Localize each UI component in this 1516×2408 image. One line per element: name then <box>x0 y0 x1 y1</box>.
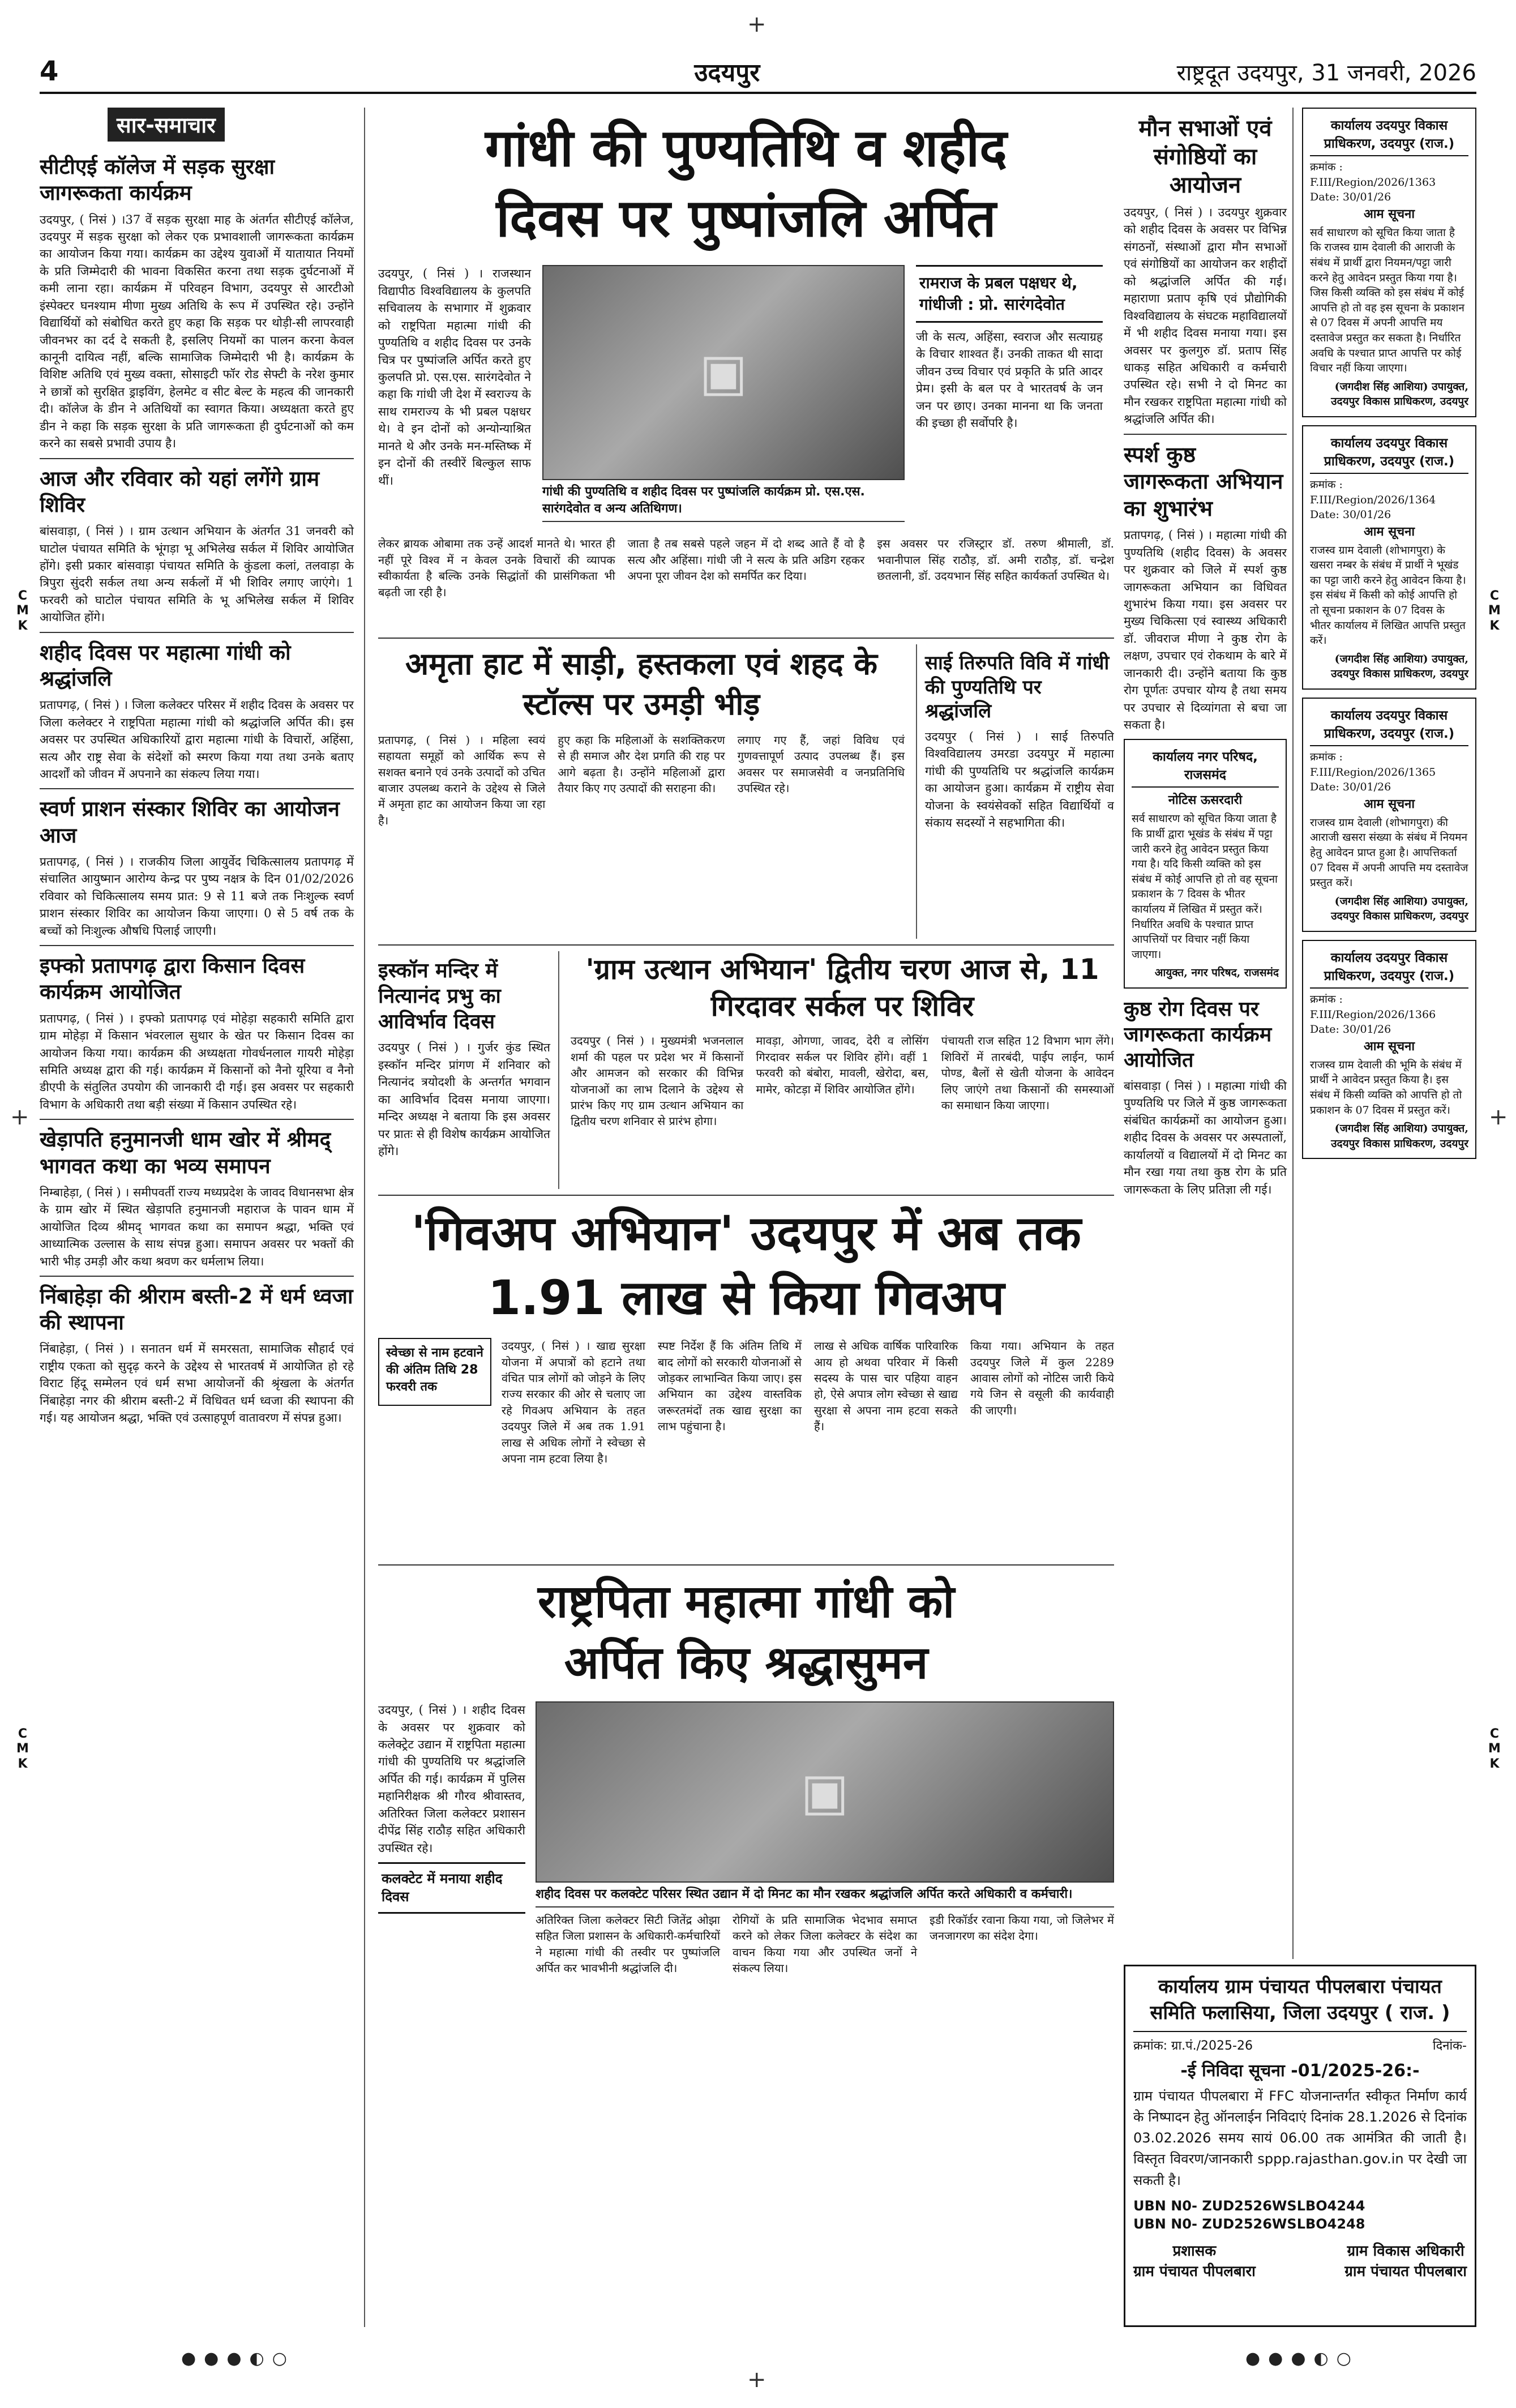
notice-ref: क्रमांक : F.III/Region/2026/1366 Date: 30/01/26 <box>1310 993 1436 1036</box>
news-brief-column <box>40 108 365 2327</box>
lead-headline <box>378 113 1114 254</box>
lead-column-text: इस अवसर पर रजिस्ट्रार डॉ. तरुण श्रीमाली, डॉ. भवानीपाल सिंह राठौड़, डॉ. अमी राठौड़, डॉ. चन्द्रेश छतलानी, डॉ. उदयभान सिंह सहित कार्यकर्ता उपस्थित थे। <box>877 537 1114 583</box>
divider <box>40 458 354 459</box>
col3-story2-headline: स्पर्श कुष्ठ जागरूकता अभियान का शुभारंभ <box>1124 442 1283 521</box>
lead-column-text: लेकर ब्रायक ओबामा तक उन्हें आदर्श मानते थे। भारत ही नहीं पूरे विश्व में न केवल उनके विचारों की व्यापक स्वीकार्यता है बल्कि उनके सिद्धांतों की प्रासंगिकता भी बढ़ती जा रही है। <box>378 537 615 599</box>
story3b-column-text: उदयपुर ( निसं ) । मुख्यमंत्री भजनलाल शर्मा की पहल पर प्रदेश भर में किसानों और आमजन को सरकार की विभिन्न योजनाओं का लाभ दिलाने के उद्देश्य से प्रारंभ किए गए ग्राम उत्थान अभियान का द्वितीय चरण शनिवार से प्रारंभ होगा। <box>571 1034 744 1128</box>
tender-office-line-1: कार्यालय ग्राम पंचायत पीपलबारा पंचायत <box>1158 1975 1442 1998</box>
divider <box>40 632 354 633</box>
divider <box>40 788 354 789</box>
col3-story1-headline: मौन सभाओं एवं संगोष्ठियों का आयोजन <box>1138 116 1272 198</box>
story4-headline-line-1: 'गिवअप अभियान' उदयपुर में अब तक <box>411 1205 1081 1261</box>
notice-body: राजस्व ग्राम देवाली की भूमि के संबंध में प्रार्थी ने आवेदन प्रस्तुत किया है। इस संबंध में किसी व्यक्ति को आपत्ति हो तो प्रकाशन के 07 दिवस में प्रस्तुत करें। <box>1310 1058 1462 1117</box>
photo-icon: ▣ <box>699 343 748 403</box>
print-mark: C M K <box>1488 589 1501 633</box>
notice-signature: (जगदीश सिंह आशिया) उपायुक्त, उदयपुर विकास प्राधिकरण, उदयपुर <box>1331 895 1468 923</box>
story4-column-text: लाख से अधिक वार्षिक पारिवारिक आय हो अथवा परिवार में किसी सदस्य के पास चार पहिया वाहन हो, ऐसे अपात्र लोग स्वेच्छा से खाद्य सुरक्षा से अपना नाम हटवा सकते हैं। <box>814 1339 958 1434</box>
story2-headline: अमृता हाट में साड़ी, हस्तकला एवं शहद के स्टॉल्स पर उमड़ी भीड़ <box>405 646 877 722</box>
notice-signature: (जगदीश सिंह आशिया) उपायुक्त, उदयपुर विकास प्राधिकरण, उदयपुर <box>1331 652 1468 681</box>
tender-ref-no: क्रमांक: ग्रा.पं./2025-26 <box>1133 2038 1253 2053</box>
lead-column-text: जाता है तब सबसे पहले जहन में दो शब्द आते हैं वो है सत्य और अहिंसा। गांधी जी ने सत्य के प्रति अडिग रहकर अपना पूरा जीवन देश को समर्पित कर दिया। <box>627 537 865 583</box>
tender-sign-left-title: प्रशासक <box>1172 2242 1217 2260</box>
notice-body: सर्व साधारण को सूचित किया जाता है कि राजस्व ग्राम देवाली की आराजी के संबंध में प्रार्थी द्वारा नियमन/पट्टा जारी करने हेतु आवेदन प्रस्तुत किया गया है। जिस किसी व्यक्ति को इस संबंध में कोई आपत्ति हो तो वह इस सूचना के प्रकाशन से 07 दिवस में अपनी आपत्ति मय दस्तावेज प्रस्तुत कर सकता है। निर्धारित अवधि के पश्चात प्राप्त आपत्ति पर कोई विचार नहीं किया जाएगा। <box>1310 226 1464 375</box>
story2-side-headline: साई तिरुपति विवि में गांधी की पुण्यतिथि पर श्रद्धांजलि <box>925 652 1110 723</box>
print-mark: C M K <box>16 1727 29 1771</box>
section-tag: सार-समाचार <box>108 108 225 142</box>
story5-column-text: अतिरिक्त जिला कलेक्टर सिटी जितेंद्र ओझा सहित जिला प्रशासन के अधिकारी-कर्मचारियों ने महात्मा गांधी की तस्वीर पर पुष्पांजलि अर्पित कर भावभीनी श्रद्धांजलि दी। <box>536 1913 720 1975</box>
notice-ref: क्रमांक : F.III/Region/2026/1363 Date: 30/01/26 <box>1310 161 1436 204</box>
registration-mark: + <box>10 1104 29 1130</box>
notices-column <box>1302 108 1476 1959</box>
registration-mark: + <box>747 11 766 37</box>
tender-ubn-2: UBN N0- ZUD2526WSLBO4248 <box>1133 2215 1365 2232</box>
story-headline: स्वर्ण प्राशन संस्कार शिविर का आयोजन आज <box>40 797 340 848</box>
story3b-block <box>571 951 1114 1189</box>
story-body: निंबाहेड़ा, ( निसं ) । सनातन धर्म में समरसता, सामाजिक सौहार्द एवं राष्ट्रीय एकता को सुदृढ़ करने के उद्देश्य से भारतवर्ष में आयोजित हो रहे विराट हिंदू सम्मेलन एवं धर्म सभा आयोजनों की श्रृंखला के अंतर्गत निंबाहेड़ा नगर की श्रीराम बस्ती-2 में विधिवत धर्म ध्वजा की स्थापना की गई। यह आयोजन श्रद्धा, भक्ति एवं उत्साहपूर्ण वातावरण में संपन्न हुआ। <box>40 1342 354 1425</box>
story2-row <box>378 644 1114 939</box>
tender-body: ग्राम पंचायत पीपलबारा में FFC योजनान्तर्गत स्वीकृत निर्माण कार्य के निष्पादन हेतु ऑनलाईन निविदाएं दिनांक 28.1.2026 से दिनांक 03.02.2026 समय सायं 06.00 तक आमंत्रित की जाती है। विस्तृत विवरण/जानकारी sppp.rajasthan.gov.in पर देखी जा सकती है। <box>1133 2088 1467 2188</box>
notice-title: कार्यालय उदयपुर विकास प्राधिकरण, उदयपुर (राज.) <box>1310 433 1468 474</box>
story2-column-text: लगाए गए हैं, जहां विविध एवं गुणवत्तापूर्ण उत्पाद उपलब्ध हैं। इस अवसर पर समाजसेवी व जनप्रतिनिधि उपस्थित रहे। <box>737 733 905 795</box>
tender-sign-left-office: ग्राम पंचायत पीपलबारा <box>1133 2262 1256 2280</box>
photo-icon: ▣ <box>800 1762 849 1822</box>
story5-photo-caption: शहीद दिवस पर कलक्टेट परिसर स्थित उद्यान में दो मिनट का मौन रखकर श्रद्धांजलि अर्पित करते अधिकारी व कर्मचारी। <box>536 1883 1114 1907</box>
tender-sign-right <box>1344 2240 1467 2281</box>
story4-highlight: स्वेच्छा से नाम हटवाने की अंतिम तिथि 28 फरवरी तक <box>378 1338 491 1406</box>
notice-heading: आम सूचना <box>1363 207 1415 221</box>
story-body: प्रतापगढ़, ( निसं ) । राजकीय जिला आयुर्वेद चिकित्सालय प्रतापगढ़ में संचालित आयुष्मान आरोग्य केन्द्र पर पुष्य नक्षत्र के दिन 01/02/2026 रविवार को चिकित्सालय समय प्रात: 9 से 11 बजे तक निःशुल्क स्वर्ण प्राशन संस्कार शिविर का आयोजन किया जाएगा। 0 से 5 वर्ष तक के बच्चों को निःशुल्क औषधि पिलाई जाएगी। <box>40 854 354 938</box>
divider <box>40 1119 354 1120</box>
story5-column-text: इडी रिकॉर्डर रवाना किया गया, जो जिलेभर में जनजागरण का संदेश देगा। <box>930 1913 1114 1943</box>
col3-story2-body: प्रतापगढ़, ( निसं ) । महात्मा गांधी की पुण्यतिथि (शहीद दिवस) के अवसर पर शुक्रवार को जिले में स्पर्श कुष्ठ जागरूकता अभियान का विधिवत शुभारंभ किया गया। इस अवसर पर मुख्य चिकित्सा एवं स्वास्थ्य अधिकारी डॉ. जीवराज मीणा ने कुष्ठ रोग के लक्षण, उपचार एवं रोकथाम के बारे में जानकारी दी। उन्होंने बताया कि कुष्ठ रोग पूर्णतः उपचार योग्य है तथा समय पर उपचार से दिव्यांगता से बचा जा सकता है। <box>1124 528 1287 732</box>
tender-sign-left <box>1133 2240 1256 2281</box>
lead-pullquote: रामराज के प्रबल पक्षधर थे, गांधीजी : प्रो. सारंगदेवोत <box>916 265 1103 323</box>
story-headline: खेड़ापति हनुमानजी धाम खोर में श्रीमद् भागवत कथा का भव्य समापन <box>40 1127 331 1178</box>
page-number: 4 <box>40 55 59 87</box>
lead-headline-line-1: गांधी की पुण्यतिथि व शहीद <box>485 118 1008 178</box>
story3a-body: उदयपुर ( निसं ) । गुर्जर कुंड स्थित इस्कॉन मन्दिर प्रांगण में शनिवार को नित्यानंद त्रयोदशी के अन्तर्गत भगवान का आविर्भाव दिवस मनाया जाएगा। मन्दिर अध्यक्ष ने बताया कि इस अवसर पर प्रातः से ही विशेष कार्यक्रम आयोजित होंगे। <box>378 1041 550 1158</box>
story5-headline <box>378 1571 1114 1693</box>
notice-title: कार्यालय उदयपुर विकास प्राधिकरण, उदयपुर (राज.) <box>1310 948 1468 989</box>
lead-side-body: जी के सत्य, अहिंसा, स्वराज और सत्याग्रह के विचार शाश्वत हैं। उनकी ताकत थी सादा जीवन उच्च विचार एवं प्रकृति के प्रति आदर प्रेम। इसी के बल पर वे भारतवर्ष के जन जन पर छाए। उनका मानना था कि जनता की इच्छा ही सर्वोपरि है। <box>916 330 1103 430</box>
municipal-notice <box>1124 739 1287 989</box>
notice-signature: (जगदीश सिंह आशिया) उपायुक्त, उदयपुर विकास प्राधिकरण, उदयपुर <box>1331 380 1468 408</box>
city-label: उदयपुर <box>694 58 760 87</box>
side-news-column <box>1124 108 1294 1959</box>
notice-heading: आम सूचना <box>1363 797 1415 811</box>
notice-signature: (जगदीश सिंह आशिया) उपायुक्त, उदयपुर विकास प्राधिकरण, उदयपुर <box>1331 1122 1468 1150</box>
story2-side-body: उदयपुर ( निसं ) । साई तिरुपति विश्वविद्यालय उमरडा उदयपुर में महात्मा गांधी की पुण्यतिथि पर श्रद्धांजलि कार्यक्रम का आयोजन हुआ। कार्यक्रम में राष्ट्रीय सेवा योजना के स्वयंसेवकों सहित विद्यार्थियों व संकाय सदस्यों ने सहभागिता की। <box>925 729 1114 830</box>
tender-sign-right-office: ग्राम पंचायत पीपलबारा <box>1344 2262 1467 2280</box>
col3-story3-body: बांसवाड़ा ( निसं ) । महात्मा गांधी की पुण्यतिथि पर जिले में कुष्ठ जागरूकता संबंधित कार्यक्रमों का आयोजन हुआ। शहीद दिवस के अवसर पर अस्पतालों, कार्यालयों व विद्यालयों में दो मिनट का मौन रखा गया तथा कुष्ठ रोग के प्रति जागरूकता के लिए प्रतिज्ञा ली गई। <box>1124 1079 1287 1196</box>
story4-column-text: उदयपुर, ( निसं ) । खाद्य सुरक्षा योजना में अपात्रों को हटाने तथा वंचित पात्र लोगों को जोड़ने के लिए राज्य सरकार की ओर से चलाए जा रहे गिवअप अभियान के तहत उदयपुर जिले में अब तक 1.91 लाख से अधिक लोगों ने स्वेच्छा से अपना नाम हटवा लिया है। <box>502 1339 645 1465</box>
story-body: बांसवाड़ा, ( निसं ) । ग्राम उत्थान अभियान के अंतर्गत 31 जनवरी को घाटोल पंचायत समिति के भूंगड़ा भू अभिलेख सर्कल में शिविर आयोजित होंगे। इसी प्रकार बांसवाड़ा पंचायत समिति के कुंडला कलां, तलवाड़ा के त्रिपुरा सुंदरी सर्कल तथा अन्य सर्कलों में भी शिविर लगाए जाएंगे। 1 फरवरी को घाटोल पंचायत समिति के भू अभिलेख सर्कल में शिविर आयोजित होंगे। <box>40 524 354 625</box>
lead-photo-caption: गांधी की पुण्यतिथि व शहीद दिवस पर पुष्पांजलि कार्यक्रम प्रो. एस.एस. सारंगदेवोत व अन्य अतिथिगण। <box>542 480 905 521</box>
divider <box>378 944 1114 946</box>
divider <box>1124 434 1287 435</box>
story4-columns <box>502 1338 1114 1559</box>
story-body: उदयपुर, ( निसं ) ।37 वें सड़क सुरक्षा माह के अंतर्गत सीटीएई कॉलेज, उदयपुर में सड़क सुरक्षा को लेकर एक प्रभावशाली जागरूकता कार्यक्रम का आयोजन किया गया। कार्यक्रम का उद्देश्य युवाओं में यातायात नियमों के प्रति जिम्मेदारी की भावना विकसित करना तथा सड़क दुर्घटनाओं में कमी लाना रहा। कार्यक्रम में परिवहन विभाग, उदयपुर से आरटीओ इंस्पेक्टर घनश्याम मीणा मुख्य अतिथि के रूप में उपस्थित रहे। उन्होंने विद्यार्थियों को संबोधित करते हुए कहा कि सड़क पर थोड़ी-सी लापरवाही जीवनभर का दर्द दे सकती है, इसलिए नियमों का पालन करना केवल कानूनी दायित्व नहीं, बल्कि सामाजिक जिम्मेदारी भी है। कार्यक्रम के विशिष्ट अतिथि एवं मुख्य वक्ता, सोसाइटी फॉर रोड सेफ्टी के नरेश कुमार ने छात्रों को सुरक्षित ड्राइविंग, हेलमेट व सीट बेल्ट के महत्व की जानकारी दी। कॉलेज के डीन ने अतिथियों का स्वागत किया। अध्यक्षता करते हुए डीन ने कहा कि सड़क सुरक्षा के प्रति जागरूकता ही दुर्घटनाओं को कम करने का सबसे प्रभावी उपाय है। <box>40 212 354 451</box>
date-line: राष्ट्रदूत उदयपुर, 31 जनवरी, 2026 <box>1176 59 1476 86</box>
tender-title: -ई निविदा सूचना -01/2025-26:- <box>1180 2060 1420 2081</box>
story4-headline-line-2: 1.91 लाख से किया गिवअप <box>487 1269 1005 1325</box>
notice-body: राजस्व ग्राम देवाली (शोभागपुरा) की आराजी खसरा संख्या के संबंध में नियमन हेतु आवेदन प्राप्त हुआ है। आपत्तिकर्ता 07 दिवस में अपनी आपत्ति मय दस्तावेज प्रस्तुत करें। <box>1310 816 1468 889</box>
lead-columns <box>378 536 1114 632</box>
story5-column-text: रोगियों के प्रति सामाजिक भेदभाव समाप्त करने को लेकर जिला कलेक्टर के संदेश का वाचन किया गया और उपस्थित जनों ने संकल्प लिया। <box>733 1913 917 1975</box>
notice-title: कार्यालय नगर परिषद, राजसमंद <box>1132 747 1279 788</box>
story5-column-text: उदयपुर, ( निसं ) । शहीद दिवस के अवसर पर शुक्रवार को कलेक्ट्रेट उद्यान में राष्ट्रपिता महात्मा गांधी की पुण्यतिथि पर श्रद्धांजलि अर्पित की गई। कार्यक्रम में पुलिस महानिरीक्षक श्री गौरव श्रीवास्तव, अतिरिक्त जिला कलेक्टर प्रशासन दीपेंद्र सिंह राठौड़ सहित अधिकारी उपस्थित रहे। <box>378 1703 525 1855</box>
story-headline: शहीद दिवस पर महात्मा गांधी को श्रद्धांजलि <box>40 640 291 691</box>
story-body: प्रतापगढ़, ( निसं ) । जिला कलेक्टर परिसर में शहीद दिवस के अवसर पर जिला कलेक्टर ने राष्ट्रपिता महात्मा गांधी को श्रद्धांजलि अर्पित की। इस अवसर पर उपस्थित अधिकारियों द्वारा महात्मा गांधी के विचारों, अहिंसा, सत्य और राष्ट्र सेवा के संदेशों को स्मरण किया गया तथा उनके बताए आदर्शों को जीवन में अपनाने का संकल्प लिया गया। <box>40 698 354 781</box>
lead-headline-line-2: दिवस पर पुष्पांजलि अर्पित <box>496 188 996 249</box>
story3a-block <box>378 951 559 1189</box>
divider <box>40 945 354 946</box>
notice-ref: क्रमांक : F.III/Region/2026/1364 Date: 30/01/26 <box>1310 478 1436 521</box>
story2-column-text: प्रतापगढ़, ( निसं ) । महिला स्वयं सहायता समूहों को आर्थिक रूप से सशक्त बनाने एवं उनके उत्पादों को उचित बाजार उपलब्ध कराने के उद्देश्य से जिले में अमृता हाट का आयोजन किया जा रहा है। <box>378 733 546 827</box>
lead-side-col <box>916 265 1103 531</box>
print-dots: ●●●◐○ <box>1245 2349 1359 2368</box>
registration-mark: + <box>1489 1104 1508 1130</box>
tender-sign-right-title: ग्राम विकास अधिकारी <box>1347 2242 1464 2260</box>
story-body: निम्बाहेड़ा, ( निसं ) । समीपवर्ती राज्य मध्यप्रदेश के जावद विधानसभा क्षेत्र के ग्राम खोर में स्थित खेड़ापति हनुमानजी महाराज के पावन धाम में आयोजित दिव्य श्रीमद् भागवत कथा का समापन श्रद्धा, भक्ति एवं आध्यात्मिक उल्लास के साथ संपन्न हुआ। समापन अवसर पर भक्तों की भारी भीड़ उमड़ी और कथा श्रवण कर धर्मलाभ लिया। <box>40 1185 354 1268</box>
story2-columns <box>378 732 905 828</box>
main-stories-column <box>378 108 1114 2327</box>
divider <box>40 1276 354 1277</box>
notice-ref: क्रमांक : F.III/Region/2026/1365 Date: 30/01/26 <box>1310 751 1436 794</box>
story4-column-text: स्पष्ट निर्देश हैं कि अंतिम तिथि में बाद लोगों को सरकारी योजनाओं से जोड़कर लाभान्वित किया जाए। इस अभियान का उद्देश्य वास्तविक जरूरतमंदों तक खाद्य सुरक्षा का लाभ पहुंचाना है। <box>658 1339 802 1434</box>
tender-ref-row <box>1133 2037 1467 2054</box>
lead-photo <box>542 265 905 480</box>
tender-office-line-2: समिति फलासिया, जिला उदयपुर ( राज. ) <box>1150 2001 1450 2024</box>
notice-title: कार्यालय उदयपुर विकास प्राधिकरण, उदयपुर (राज.) <box>1310 116 1468 156</box>
story3b-column-text: पंचायती राज सहित 12 विभाग भाग लेंगे। शिविरों में तारबंदी, पाईप लाईन, फार्म पोण्ड, बैलों से खेती योजना के आवेदन लिए जाएंगे तथा किसानों की समस्याओं का समाधान किया जाएगा। <box>941 1034 1114 1112</box>
print-mark: C M K <box>1488 1727 1501 1771</box>
public-notice <box>1302 108 1476 417</box>
story5-columns <box>536 1912 1114 1977</box>
story-headline: इफ्को प्रतापगढ़ द्वारा किसान दिवस कार्यक्रम आयोजित <box>40 953 305 1004</box>
story5-headline-line-2: अर्पित किए श्रद्धासुमन <box>564 1636 928 1690</box>
lead-intro-col <box>378 265 531 531</box>
story-headline: निंबाहेड़ा की श्रीराम बस्ती-2 में धर्म ध्वजा की स्थापना <box>40 1284 353 1335</box>
registration-mark: + <box>747 2367 766 2393</box>
divider <box>378 638 1114 639</box>
story3b-column-text: मावड़ा, ओगणा, जावद, देरी व लोसिंग गिरदावर सर्कल पर शिविर होंगे। वहीं 1 फरवरी को बंबोरा, मावली, खेरोदा, बस, मामेर, कोटड़ा में शिविर आयोजित होंगे। <box>756 1034 929 1096</box>
tender-notice <box>1124 1965 1476 2327</box>
story4-body-row <box>378 1338 1114 1559</box>
notice-signature: आयुक्त, नगर परिषद, राजसमंद <box>1154 966 1279 980</box>
story5-subhead: कलक्टेट में मनाया शहीद दिवस <box>378 1862 525 1914</box>
story3a-headline: इस्कॉन मन्दिर में नित्यानंद प्रभु का आविर्भाव दिवस <box>378 959 501 1034</box>
story4-headline <box>378 1201 1114 1330</box>
notice-subtitle: नोटिस ऊसरदारी <box>1168 793 1243 808</box>
tender-office <box>1133 1974 1467 2032</box>
notice-body: सर्व साधारण को सूचित किया जाता है कि प्रार्थी द्वारा भूखंड के संबंध में पट्टा जारी करने हेतु आवेदन प्रस्तुत किया गया है। यदि किसी व्यक्ति को इस संबंध में कोई आपत्ति हो तो वह सूचना प्रकाशन के 7 दिवस के भीतर कार्यालय में लिखित में प्रस्तुत करें। निर्धारित अवधि के पश्चात प्राप्त आपत्तियों पर विचार नहीं किया जाएगा। <box>1132 812 1278 961</box>
divider <box>378 1195 1114 1196</box>
print-dots: ●●●◐○ <box>181 2349 295 2368</box>
notice-title: कार्यालय उदयपुर विकास प्राधिकरण, उदयपुर (राज.) <box>1310 705 1468 746</box>
public-notice <box>1302 698 1476 932</box>
story5-body-row <box>378 1701 1114 1976</box>
col3-story3-headline: कुष्ठ रोग दिवस पर जागरूकता कार्यक्रम आयोजित <box>1124 997 1272 1072</box>
story-body: प्रतापगढ़, ( निसं ) । इफ्को प्रतापगढ़ एवं मोहेड़ा सहकारी समिति द्वारा ग्राम मोहेड़ा में किसान भंवरलाल सुथार के खेत पर किसान दिवस का आयोजन किया गया। कार्यक्रम की अध्यक्षता गोवर्धनलाल गायरी मोहेड़ा समिति अध्यक्ष द्वारा की गई। कार्यक्रम में किसानों को नैनो यूरिया व नैनो डीएपी के संतुलित उपयोग की जानकारी दी गई। इस अवसर पर सहकारी विभाग के अधिकारी तथा बड़ी संख्या में किसान उपस्थित रहे। <box>40 1011 354 1111</box>
public-notice <box>1302 940 1476 1159</box>
tender-signatures <box>1133 2240 1467 2281</box>
tender-ubn-1: UBN N0- ZUD2526WSLBO4244 <box>1133 2197 1365 2214</box>
col3-story1-body: उदयपुर, ( निसं ) । उदयपुर शुक्रवार को शहीद दिवस के अवसर पर विभिन्न संगठनों, संस्थाओं द्वारा मौन सभाओं एवं संगोष्ठियों का आयोजन कर शहीदों को श्रद्धांजलि अर्पित की गई। महाराणा प्रताप कृषि एवं प्रौद्योगिकी विश्वविद्यालय के संघटक महाविद्यालयों में भी शहीद दिवस मनाया गया। इस अवसर पर कुलगुरु डॉ. प्रताप सिंह धाकड़ सहित अधिकारी व कर्मचारी उपस्थित रहे। सभी ने दो मिनट का मौन रखकर राष्ट्रपिता महात्मा गांधी को श्रद्धांजलि अर्पित की। <box>1124 206 1287 426</box>
divider <box>378 1564 1114 1566</box>
story3b-headline: 'ग्राम उत्थान अभियान' द्वितीय चरण आज से, 11 गिरदावर सर्कल पर शिविर <box>585 953 1099 1023</box>
story5-headline-line-1: राष्ट्रपिता महात्मा गांधी को <box>537 1575 955 1628</box>
story4-column-text: किया गया। अभियान के तहत उदयपुर जिले में कुल 2289 आवास लोगों को नोटिस जारी किये गये जिन से वसूली की कार्यवाही की जाएगी। <box>970 1339 1114 1417</box>
story-headline: आज और रविवार को यहां लगेंगे ग्राम शिविर <box>40 466 320 517</box>
print-mark: C M K <box>16 589 29 633</box>
story2-block <box>378 644 905 939</box>
story5-right-col <box>536 1701 1114 1976</box>
story5-photo <box>536 1701 1114 1883</box>
lead-body-row <box>378 265 1114 531</box>
story2-column-text: हुए कहा कि महिलाओं के सशक्तिकरण से ही समाज और देश प्रगति की राह पर आगे बढ़ता है। उन्होंने महिलाओं द्वारा तैयार किए गए उत्पादों की सराहना की। <box>558 733 725 795</box>
lead-photo-block <box>542 265 905 531</box>
lead-intro: उदयपुर, ( निसं ) । राजस्थान विद्यापीठ विश्वविद्यालय के कुलपति सचिवालय के सभागार में शुक्रवार को राष्ट्रपिता महात्मा गांधी की पुण्यतिथि व शहीद दिवस पर उनके चित्र पर पुष्पांजलि अर्पित करते हुए कुलपति प्रो. एस.एस. सारंगदेवोत ने कहा कि गांधी जी देश में स्वराज्य के साथ रामराज्य के भी प्रबल पक्षधर थे। वे इन दोनों को अन्योन्याश्रित मानते थे और उनके मन-मस्तिष्क में इन दोनों की तस्वीरें बिल्कुल साफ थीं। <box>378 267 531 487</box>
tender-date-label: दिनांक- <box>1432 2038 1467 2053</box>
story3b-columns <box>571 1033 1114 1129</box>
page-header <box>40 51 1476 94</box>
notice-heading: आम सूचना <box>1363 1039 1415 1054</box>
story3-row <box>378 951 1114 1189</box>
public-notice <box>1302 425 1476 690</box>
story5-left-col <box>378 1701 525 1976</box>
story-headline: सीटीएई कॉलेज में सड़क सुरक्षा जागरूकता कार्यक्रम <box>40 155 275 206</box>
notice-heading: आम सूचना <box>1363 524 1415 539</box>
notice-body: राजस्व ग्राम देवाली (शोभागपुरा) के खसरा नम्बर के संबंध में प्रार्थी ने भूखंड का पट्टा जारी करने हेतु आवेदन किया है। इस संबंध में किसी को कोई आपत्ति हो तो सूचना प्रकाशन के 07 दिवस के भीतर कार्यालय में लिखित आपत्ति प्रस्तुत करें। <box>1310 544 1466 647</box>
story2-side-block <box>916 644 1114 939</box>
